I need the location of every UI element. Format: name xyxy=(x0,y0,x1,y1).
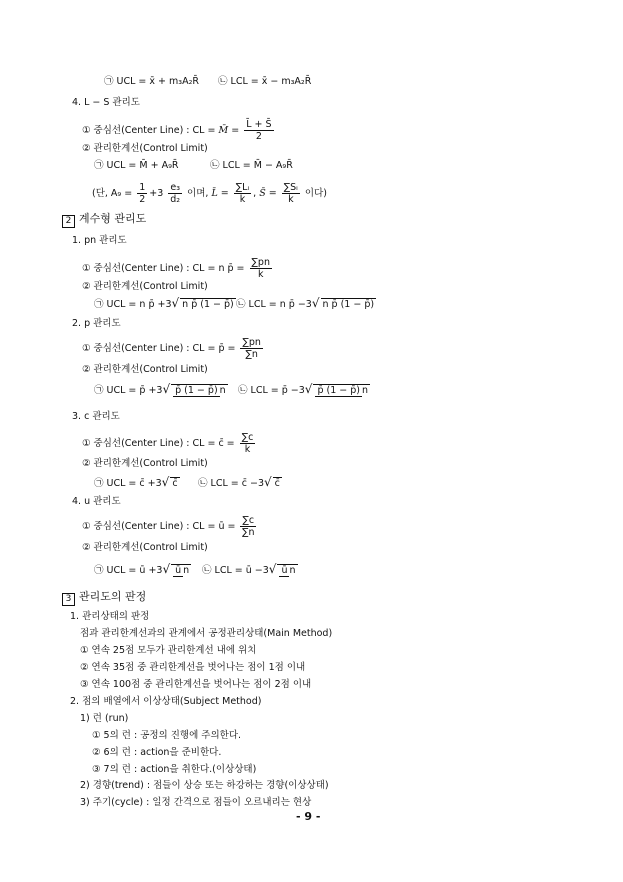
judgement-2a: 1) 런 (run) xyxy=(80,713,129,724)
u-centerline: ① 중심선(Center Line) : CL = ū = $\frac{\sum c}{\sum n}$ xyxy=(82,515,255,538)
ls-cl-fraction: $\frac{L̄ + S̄}{2}$ xyxy=(246,119,272,142)
section-2-title: 2 계수형 관리도 xyxy=(62,212,146,228)
pn-heading: 1. pn 관리도 xyxy=(72,235,127,246)
judgement-2f: 3) 주기(cycle) : 일정 간격으로 점들이 오르내리는 현상 xyxy=(80,797,312,808)
section-3-number: 3 xyxy=(62,593,75,606)
judgement-1: 1. 관리상태의 판정 xyxy=(70,611,150,622)
xs-lcl: ㉡ LCL = x̄ − m₃A₂R̄ xyxy=(218,76,312,87)
ls-ucl: ㉠ UCL = M̄ + A₉R̄ xyxy=(94,160,179,171)
judgement-1a: 점과 관리한계선과의 관계에서 공정관리상태(Main Method) xyxy=(80,628,333,639)
ls-lcl: ㉡ LCL = M̄ − A₉R̄ xyxy=(210,160,293,171)
ls-definition: (단, A₉ = $\frac{1}{2}$ +3 $\frac{\text{e₃}}{\text{d₂}}$ 이며, L̄ = $\frac{\text{∑Lᵢ}}{k}$ , S̄ = $\frac{\text{∑Sᵢ}}{k}$ 이다) xyxy=(92,182,327,205)
section-2-number: 2 xyxy=(62,215,75,228)
ls-heading: 4. L − S 관리도 xyxy=(72,97,140,108)
judgement-2b: ① 5의 런 : 공정의 진행에 주의한다. xyxy=(92,730,242,741)
pn-centerline: ① 중심선(Center Line) : CL = n p̄ = $\frac{\sum pn}{k}$ xyxy=(82,257,270,280)
c-lcl: ㉡ LCL = c̄ −3√ c̄ xyxy=(198,475,280,489)
pn-lcl: ㉡ LCL = n p̄ −3√ n p̄ (1 − p̄) xyxy=(236,296,375,310)
ls-centerline: ① 중심선(Center Line) : CL = M̄ = $\frac{L̄ + S̄}{2}$ xyxy=(82,119,272,142)
page-number: - 9 - xyxy=(296,810,321,823)
p-lcl: ㉡ LCL = p̄ −3√ p̄ (1 − p̄) n xyxy=(238,382,369,396)
u-heading: 4. u 관리도 xyxy=(72,496,121,507)
pn-ucl: ㉠ UCL = n p̄ +3√ n p̄ (1 − p̄) xyxy=(94,296,234,310)
judgement-1c: ② 연속 35점 중 관리한계선을 벗어나는 점이 1점 이내 xyxy=(80,662,306,673)
judgement-2: 2. 점의 배열에서 이상상태(Subject Method) xyxy=(70,696,262,707)
ls-cl-label: ① 중심선(Center Line) : CL = xyxy=(82,125,216,136)
judgement-2e: 2) 경향(trend) : 점들이 상승 또는 하강하는 경향(이상상태) xyxy=(80,780,329,791)
p-ucl: ㉠ UCL = p̄ +3√ p̄ (1 − p̄) n xyxy=(94,382,226,396)
p-heading: 2. p 관리도 xyxy=(72,318,121,329)
p-centerline: ① 중심선(Center Line) : CL = p̄ = $\frac{\sum pn}{\sum n}$ xyxy=(82,337,261,360)
c-ucl: ㉠ UCL = c̄ +3√ c̄ xyxy=(94,475,178,489)
judgement-2d: ③ 7의 런 : action을 취한다.(이상상태) xyxy=(92,764,257,775)
xs-ucl: ㉠ UCL = x̄ + m₃A₂R̄ xyxy=(104,76,199,87)
pn-control-limit: ② 관리한계선(Control Limit) xyxy=(82,281,208,292)
judgement-2c: ② 6의 런 : action을 준비한다. xyxy=(92,747,222,758)
c-control-limit: ② 관리한계선(Control Limit) xyxy=(82,458,208,469)
u-lcl: ㉡ LCL = ū −3√ ū n xyxy=(202,562,296,576)
u-ucl: ㉠ UCL = ū +3√ ū n xyxy=(94,562,190,576)
c-centerline: ① 중심선(Center Line) : CL = c̄ = $\frac{\sum c}{k}$ xyxy=(82,432,254,455)
p-control-limit: ② 관리한계선(Control Limit) xyxy=(82,364,208,375)
judgement-1b: ① 연속 25점 모두가 관리한계선 내에 위치 xyxy=(80,645,257,656)
section-3-title: 3 관리도의 판정 xyxy=(62,590,146,606)
judgement-1d: ③ 연속 100점 중 관리한계선을 벗어나는 점이 2점 이내 xyxy=(80,679,312,690)
u-control-limit: ② 관리한계선(Control Limit) xyxy=(82,542,208,553)
ls-control-limit: ② 관리한계선(Control Limit) xyxy=(82,143,208,154)
c-heading: 3. c 관리도 xyxy=(72,411,120,422)
